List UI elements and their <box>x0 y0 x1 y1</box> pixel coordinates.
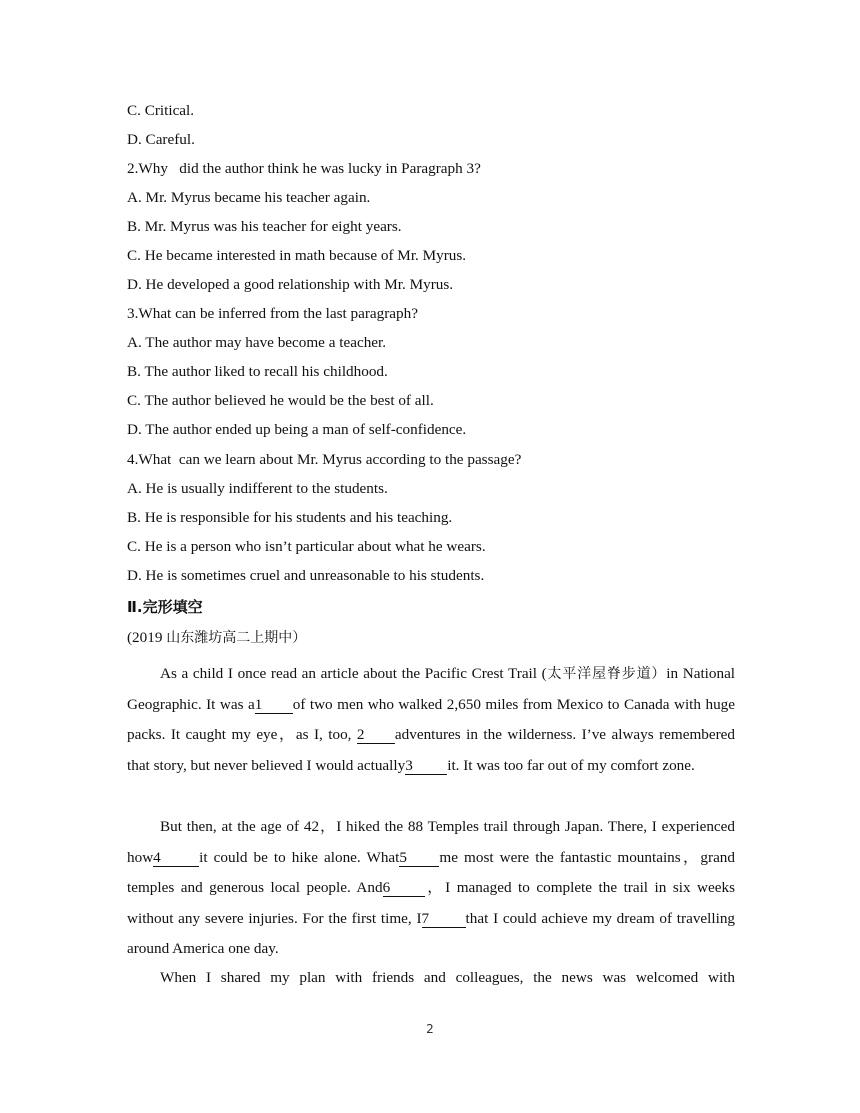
q4-option-a: A. He is usually indifferent to the students. <box>127 480 388 497</box>
passage-paragraph-2 <box>127 812 735 965</box>
blank-4[interactable]: 4 <box>153 850 199 867</box>
p2-text-1: But then, at the age of 42，I hiked the 88 Temples trail through Japan. There, I experienced how <box>127 818 735 866</box>
p2-text-5: that I could achieve my dream of travelling around America one day. <box>127 909 736 957</box>
passage-source <box>127 628 306 648</box>
p1-text-2: in National Geographic. It was a <box>127 665 736 713</box>
q2-option-d: D. He developed a good relationship with Mr. Myrus. <box>127 276 454 293</box>
q4-option-d: D. He is sometimes cruel and unreasonable to his students. <box>127 567 485 584</box>
q2-option-a: A. Mr. Myrus became his teacher again. <box>127 189 371 206</box>
q4-option-b: B. He is responsible for his students and his teaching. <box>127 509 453 526</box>
q2-stem: 2.Why did the author think he was lucky in Paragraph 3? <box>127 160 481 177</box>
q2-option-c: C. He became interested in math because of Mr. Myrus. <box>127 247 467 264</box>
q4-stem: 4.What can we learn about Mr. Myrus according to the passage? <box>127 451 522 468</box>
source-year: (2019 <box>127 629 163 646</box>
q1-option-d: D. Careful. <box>127 131 195 148</box>
q3-option-c: C. The author believed he would be the best of all. <box>127 392 434 409</box>
blank-6[interactable]: 6 <box>383 880 425 897</box>
q3-stem: 3.What can be inferred from the last paragraph? <box>127 305 418 322</box>
p1-text-1: As a child I once read an article about the Pacific Crest Trail ( <box>160 665 547 682</box>
p1-text-5: it. It was too far out of my comfort zone. <box>447 756 695 774</box>
p2-text-3: me most were the fantastic mountains，grand temples and generous local people. And <box>127 848 735 896</box>
p1-cjk-note: 太平洋屋脊步道） <box>546 666 667 682</box>
blank-5[interactable]: 5 <box>399 850 439 867</box>
p1-text-4: adventures in the wilderness. I’ve always remembered that story, but never believed I would actually <box>127 726 735 774</box>
passage-paragraph-3 <box>127 963 735 994</box>
q3-option-a: A. The author may have become a teacher. <box>127 334 387 351</box>
section-heading: Ⅱ.完形填空 <box>127 598 203 616</box>
p2-text-4: ，I managed to complete the trail in six weeks without any severe injuries. For the first time, I <box>127 879 735 927</box>
blank-3[interactable]: 3 <box>405 758 447 775</box>
q3-option-d: D. The author ended up being a man of self-confidence. <box>127 421 467 438</box>
blank-1[interactable]: 1 <box>255 697 293 714</box>
page-number: 2 <box>426 1022 434 1036</box>
source-text: 山东潍坊高二上期中） <box>166 630 307 646</box>
q3-option-b: B. The author liked to recall his childhood. <box>127 363 388 380</box>
q1-option-c: C. Critical. <box>127 102 195 119</box>
q2-option-b: B. Mr. Myrus was his teacher for eight years. <box>127 218 402 235</box>
blank-7[interactable]: 7 <box>422 911 466 928</box>
p3-text-1: When I shared my plan with friends and colleagues, the news was welcomed with <box>160 969 735 986</box>
p1-text-3: of two men who walked 2,650 miles from Mexico to Canada with huge packs. It caught my eye，as I, too, <box>127 695 735 743</box>
q4-option-c: C. He is a person who isn’t particular about what he wears. <box>127 538 486 555</box>
blank-2[interactable]: 2 <box>357 727 395 744</box>
passage-paragraph-1 <box>127 659 735 781</box>
p2-text-2: it could be to hike alone. What <box>199 848 400 866</box>
